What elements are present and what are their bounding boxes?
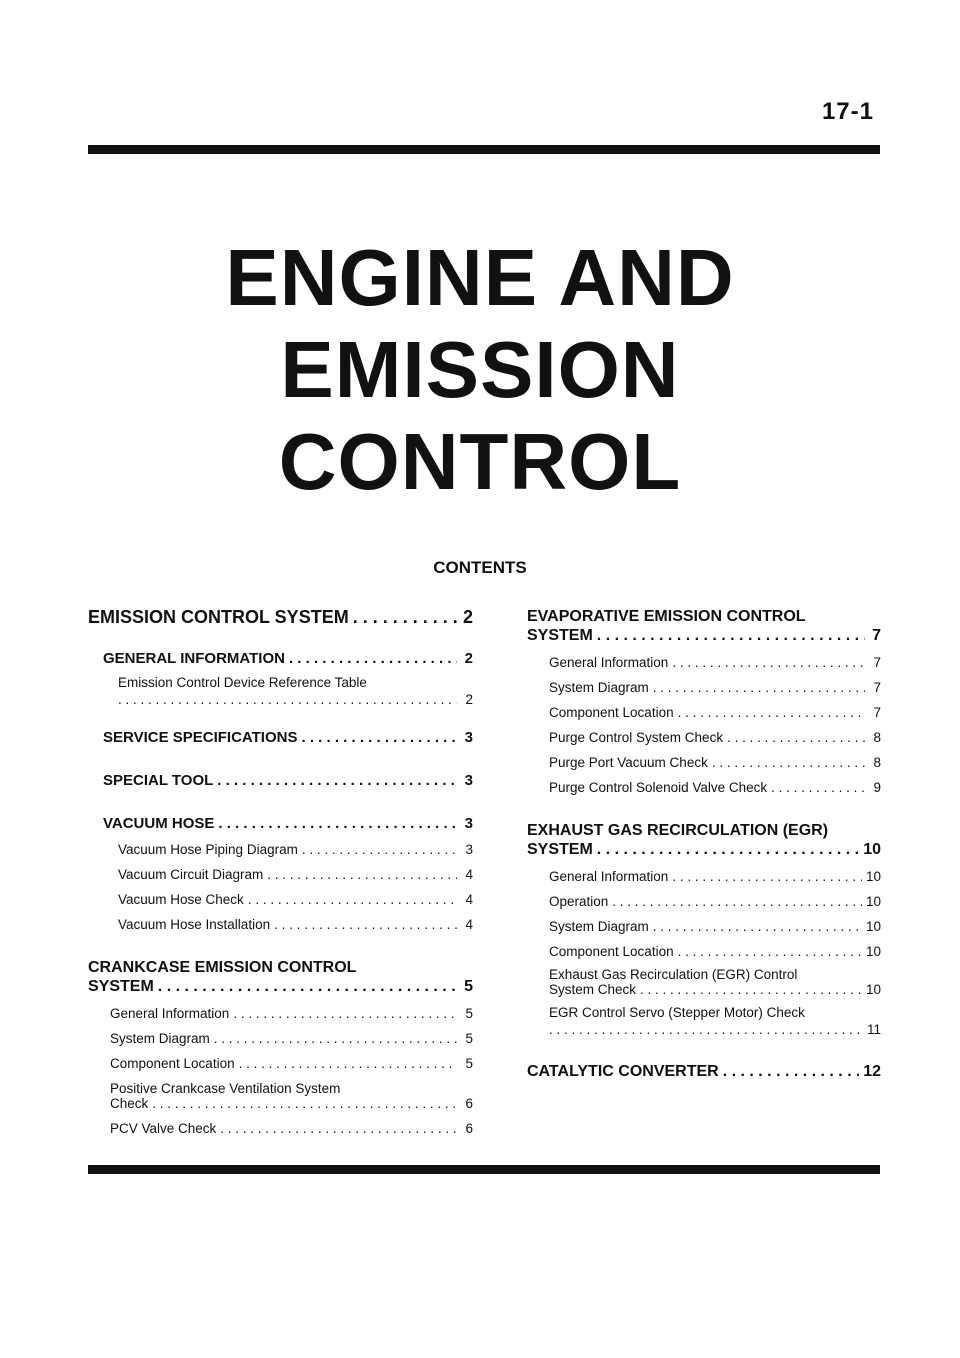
- toc-label: VACUUM HOSE: [103, 815, 215, 832]
- toc-page: 7: [873, 655, 881, 670]
- toc-heading-egr: EXHAUST GAS RECIRCULATION (EGR): [527, 822, 829, 839]
- toc-page: 3: [465, 842, 473, 857]
- toc-label-line1: Positive Crankcase Ventilation System: [110, 1081, 341, 1096]
- toc-page: 5: [464, 978, 473, 995]
- toc-label: Component Location: [549, 705, 674, 720]
- toc-entry-crankcase-diagram[interactable]: [88, 1031, 473, 1046]
- toc-page: 8: [873, 755, 881, 770]
- toc-label: Vacuum Hose Installation: [118, 917, 271, 932]
- toc-label: SYSTEM: [527, 841, 593, 858]
- toc-label: GENERAL INFORMATION: [103, 650, 285, 667]
- toc-entry-service-specifications[interactable]: [88, 729, 473, 746]
- toc-entry-crankcase-component[interactable]: [88, 1056, 473, 1071]
- toc-entry-emission-control-system[interactable]: [88, 607, 473, 628]
- contents-heading: CONTENTS: [433, 558, 527, 577]
- toc-label: SYSTEM: [527, 627, 593, 644]
- toc-page: 3: [464, 729, 473, 746]
- toc-page: 6: [465, 1096, 473, 1111]
- toc-page: 9: [873, 780, 881, 795]
- toc-page: 10: [863, 841, 881, 858]
- toc-label: System Check: [549, 982, 637, 997]
- top-rule: [88, 145, 880, 154]
- toc-entry-evap-diagram[interactable]: [527, 680, 881, 695]
- toc-page: 4: [465, 917, 473, 932]
- toc-label: System Diagram: [549, 919, 649, 934]
- toc-page: 10: [865, 982, 881, 997]
- toc-entry-pcv-system-check[interactable]: [88, 1081, 473, 1111]
- toc-page: 5: [465, 1006, 473, 1021]
- toc-entry-evap-general[interactable]: [527, 655, 881, 670]
- toc-entry-emission-device-table[interactable]: [88, 675, 473, 707]
- toc-label: SPECIAL TOOL: [103, 772, 214, 789]
- toc-entry-pcv-valve-check[interactable]: [88, 1121, 473, 1136]
- toc-label: System Diagram: [549, 680, 649, 695]
- toc-label: PCV Valve Check: [110, 1121, 217, 1136]
- toc-label: System Diagram: [110, 1031, 210, 1046]
- toc-entry-vacuum-circuit[interactable]: [88, 867, 473, 882]
- toc-left-column: [88, 607, 473, 1136]
- toc-label: Emission Control Device Reference Table: [118, 675, 367, 690]
- toc-label: Component Location: [110, 1056, 235, 1071]
- toc-entry-crankcase-general[interactable]: [88, 1006, 473, 1021]
- toc-label: Purge Control System Check: [549, 730, 724, 745]
- title-line: CONTROL: [278, 417, 682, 506]
- toc-entry-egr-component[interactable]: [527, 944, 881, 959]
- toc-heading-crankcase: CRANKCASE EMISSION CONTROL: [88, 959, 357, 976]
- toc-page: 4: [465, 892, 473, 907]
- toc-label: General Information: [549, 869, 669, 884]
- toc-page: 5: [465, 1056, 473, 1071]
- toc-label: Purge Port Vacuum Check: [549, 755, 708, 770]
- toc-label: General Information: [110, 1006, 230, 1021]
- toc-entry-general-information[interactable]: [88, 650, 473, 667]
- toc-page: 2: [462, 607, 473, 627]
- toc-entry-egr-servo-check[interactable]: [527, 1005, 881, 1037]
- title-line: ENGINE AND: [225, 233, 735, 322]
- toc-label: Vacuum Hose Check: [118, 892, 244, 907]
- page-title: [0, 232, 960, 508]
- toc-label-line1: Exhaust Gas Recirculation (EGR) Control: [549, 967, 798, 982]
- toc-page: 4: [465, 867, 473, 882]
- toc-page: 10: [865, 944, 881, 959]
- toc-label: Operation: [549, 894, 609, 909]
- toc-label: General Information: [549, 655, 669, 670]
- toc-entry-egr-operation[interactable]: [527, 894, 881, 909]
- toc-page: 2: [465, 692, 473, 707]
- toc-heading-evap: EVAPORATIVE EMISSION CONTROL: [527, 608, 806, 625]
- toc-page: 2: [464, 650, 473, 667]
- toc-label: Vacuum Hose Piping Diagram: [118, 842, 298, 857]
- toc-entry-egr-diagram[interactable]: [527, 919, 881, 934]
- toc-entry-vacuum-hose-check[interactable]: [88, 892, 473, 907]
- toc-page: 10: [865, 894, 881, 909]
- toc-entry-purge-port-vacuum[interactable]: [527, 755, 881, 770]
- toc-entry-catalytic-converter[interactable]: [527, 1063, 881, 1081]
- toc-entry-evap-component[interactable]: [527, 705, 881, 720]
- toc-page: 10: [865, 869, 881, 884]
- toc-entry-purge-control-system[interactable]: [527, 730, 881, 745]
- bottom-rule: [88, 1165, 880, 1174]
- toc-page: 6: [465, 1121, 473, 1136]
- toc-page: 7: [873, 705, 881, 720]
- toc-label: Component Location: [549, 944, 674, 959]
- toc-entry-egr-general[interactable]: [527, 869, 881, 884]
- toc-label: CATALYTIC CONVERTER: [527, 1063, 719, 1080]
- title-line: EMISSION: [280, 325, 680, 414]
- page-number: 17-1: [821, 98, 874, 125]
- toc-entry-egr-system[interactable]: [527, 841, 881, 859]
- toc-label: SYSTEM: [88, 978, 154, 995]
- toc-entry-purge-solenoid[interactable]: [527, 780, 881, 795]
- toc-page: 7: [873, 680, 881, 695]
- toc-label: Purge Control Solenoid Valve Check: [549, 780, 768, 795]
- toc-entry-vacuum-hose-installation[interactable]: [88, 917, 473, 932]
- toc-entry-egr-control-check[interactable]: [527, 967, 881, 997]
- toc-entry-vacuum-hose[interactable]: [88, 815, 473, 832]
- toc-page: 3: [464, 772, 473, 789]
- toc-label: Vacuum Circuit Diagram: [118, 867, 264, 882]
- toc-entry-evap-system[interactable]: [527, 627, 881, 645]
- toc-label: Check: [110, 1096, 149, 1111]
- toc-page: 7: [872, 627, 881, 644]
- toc-page: 12: [863, 1063, 881, 1080]
- toc-page: 8: [873, 730, 881, 745]
- toc-right-column: [527, 607, 881, 1081]
- toc-entry-crankcase-system[interactable]: [88, 978, 473, 996]
- toc-entry-special-tool[interactable]: [88, 772, 473, 789]
- toc-page: 5: [465, 1031, 473, 1046]
- toc-page: 11: [866, 1022, 881, 1037]
- toc-label: EMISSION CONTROL SYSTEM: [88, 607, 349, 627]
- toc-page: 10: [865, 919, 881, 934]
- toc-label: SERVICE SPECIFICATIONS: [103, 729, 298, 746]
- toc-label: EGR Control Servo (Stepper Motor) Check: [549, 1005, 805, 1020]
- toc-entry-vacuum-hose-piping[interactable]: [88, 842, 473, 857]
- toc-page: 3: [464, 815, 473, 832]
